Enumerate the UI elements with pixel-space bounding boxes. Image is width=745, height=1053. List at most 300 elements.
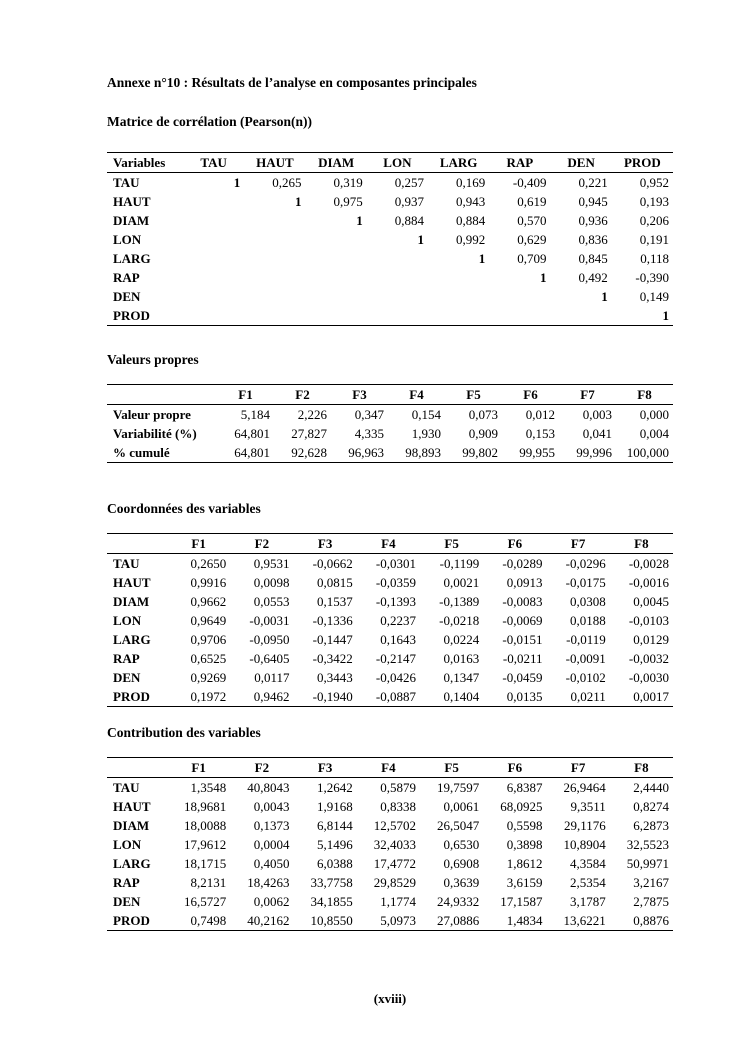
table-cell: -0,0296	[565, 556, 606, 571]
table-cell: 40,2162	[247, 913, 290, 928]
table-cell	[367, 306, 428, 326]
table-cell: 1,3548	[190, 780, 227, 795]
table-cell: 2,4440	[633, 780, 669, 795]
column-header: F1	[167, 534, 230, 554]
table-cell: 0,004	[639, 426, 669, 441]
column-header: F5	[445, 385, 502, 405]
table-row	[107, 592, 673, 611]
table-cell: 0,9462	[253, 689, 290, 704]
column-header: F5	[420, 534, 483, 554]
table-cell: 24,9332	[437, 894, 480, 909]
table-cell: 99,802	[462, 445, 498, 460]
table-cell: 92,628	[291, 445, 327, 460]
column-header: F7	[559, 385, 616, 405]
table-cell: 0,1972	[190, 689, 227, 704]
table-cell: 0,193	[639, 194, 669, 209]
column-header: F8	[610, 534, 673, 554]
table-row	[107, 306, 673, 326]
table-cell: 0,0224	[443, 632, 480, 647]
header-row	[107, 385, 673, 405]
table-cell: 0,191	[639, 232, 669, 247]
table-cell: 13,6221	[563, 913, 606, 928]
table-cell: -0,390	[635, 270, 669, 285]
column-header: DEN	[551, 153, 612, 173]
table-cell: 32,4033	[373, 837, 416, 852]
column-header: F1	[217, 385, 274, 405]
table-cell: 1,8612	[506, 856, 543, 871]
table-cell	[183, 306, 244, 326]
table-cell: 5,0973	[380, 913, 416, 928]
corner-header	[107, 534, 167, 554]
table-cell	[489, 287, 550, 306]
column-header: TAU	[183, 153, 244, 173]
table-cell: 0,619	[517, 194, 547, 209]
table-cell: 8,2131	[190, 875, 227, 890]
table-cell: 98,893	[405, 445, 441, 460]
table-cell: 17,9612	[184, 837, 227, 852]
table-cell: -0,0459	[502, 670, 543, 685]
table-cell: 4,335	[354, 426, 384, 441]
table-cell: 3,6159	[506, 875, 543, 890]
table-cell: 0,000	[639, 407, 669, 422]
table-cell: -0,0102	[565, 670, 606, 685]
column-header: F1	[167, 758, 230, 778]
table-cell: -0,0175	[565, 575, 606, 590]
table-cell: 0,9706	[190, 632, 227, 647]
header-row	[107, 534, 673, 554]
column-header: F6	[502, 385, 559, 405]
row-label: PROD	[113, 689, 150, 704]
table-cell: -0,2147	[375, 651, 416, 666]
table-cell: -0,1393	[375, 594, 416, 609]
table-cell: 0,7498	[190, 913, 227, 928]
table-cell: -0,1389	[439, 594, 480, 609]
table-cell: 0,9531	[253, 556, 290, 571]
row-label: RAP	[113, 651, 140, 666]
table-cell	[244, 211, 305, 230]
table-cell: 27,0886	[437, 913, 480, 928]
table-cell: 2,7875	[633, 894, 669, 909]
table-cell: 6,8144	[317, 818, 353, 833]
table-cell: 34,1855	[310, 894, 353, 909]
table-cell: 0,0211	[570, 689, 606, 704]
table-cell: 29,1176	[563, 818, 606, 833]
table-cell: -0,1940	[312, 689, 353, 704]
table-cell: 26,9464	[563, 780, 606, 795]
row-label: DEN	[113, 670, 141, 685]
table-cell: -0,409	[512, 175, 547, 190]
table-cell: 0,5879	[380, 780, 416, 795]
table-cell: 0,0553	[253, 594, 290, 609]
table-row	[107, 630, 673, 649]
table-cell	[183, 230, 244, 249]
table-cell: 0,0913	[506, 575, 543, 590]
table-cell: 5,1496	[317, 837, 353, 852]
table-cell: 0,4050	[253, 856, 290, 871]
table-cell: 0,936	[578, 213, 608, 228]
eigenvalues-heading: Valeurs propres	[107, 352, 199, 367]
table-cell: 0,1537	[317, 594, 353, 609]
table-cell: 18,4263	[247, 875, 290, 890]
table-cell: 0,884	[456, 213, 486, 228]
table-cell: 17,1587	[500, 894, 543, 909]
table-cell: 0,6908	[443, 856, 480, 871]
table-cell: 96,963	[348, 445, 384, 460]
table-cell: 1,2642	[317, 780, 353, 795]
column-header: F8	[616, 385, 673, 405]
table-cell: -0,0301	[375, 556, 416, 571]
table-cell: -0,1199	[439, 556, 480, 571]
table-cell: 0,1404	[443, 689, 480, 704]
table-row	[107, 573, 673, 592]
table-cell: 0,149	[639, 289, 669, 304]
table-cell: 33,7758	[310, 875, 353, 890]
table-cell: 0,9916	[190, 575, 227, 590]
coordinates-table	[107, 533, 673, 707]
table-cell: 1	[540, 270, 547, 285]
table-cell: 6,2873	[633, 818, 669, 833]
table-cell: 0,0045	[633, 594, 669, 609]
row-label: Valeur propre	[113, 407, 191, 422]
table-cell: 0,319	[333, 175, 363, 190]
column-header: F4	[357, 758, 420, 778]
table-row	[107, 816, 673, 835]
row-label: DIAM	[113, 213, 150, 228]
column-header: F7	[547, 758, 610, 778]
table-cell: 1	[601, 289, 608, 304]
table-cell: 1	[662, 308, 669, 323]
column-header: HAUT	[244, 153, 305, 173]
table-cell: -0,0083	[502, 594, 543, 609]
column-header: F5	[420, 758, 483, 778]
table-cell	[306, 268, 367, 287]
table-cell: 0,0017	[633, 689, 669, 704]
table-cell: 0,937	[394, 194, 424, 209]
table-cell: 10,8550	[310, 913, 353, 928]
table-cell: 12,5702	[373, 818, 416, 833]
table-cell: 0,6525	[190, 651, 227, 666]
corner-header	[107, 758, 167, 778]
table-cell: 0,153	[525, 426, 555, 441]
column-header: F2	[230, 758, 293, 778]
table-cell	[306, 287, 367, 306]
table-cell: 1	[356, 213, 363, 228]
table-cell	[183, 268, 244, 287]
column-header: F4	[357, 534, 420, 554]
table-cell	[244, 249, 305, 268]
column-header: F6	[483, 534, 546, 554]
header-row	[107, 153, 673, 173]
table-cell: 40,8043	[247, 780, 290, 795]
table-cell: 0,1373	[253, 818, 290, 833]
table-cell: 0,1643	[380, 632, 416, 647]
row-label: RAP	[113, 270, 140, 285]
row-label: Variabilité (%)	[113, 426, 197, 441]
row-label: LON	[113, 232, 142, 247]
table-cell: -0,6405	[249, 651, 290, 666]
table-cell: 18,1715	[184, 856, 227, 871]
table-cell: 32,5523	[626, 837, 669, 852]
column-header: RAP	[489, 153, 550, 173]
table-cell: 0,3443	[317, 670, 353, 685]
table-cell: -0,0211	[502, 651, 543, 666]
table-cell	[306, 230, 367, 249]
correlation-heading: Matrice de corrélation (Pearson(n))	[107, 114, 313, 129]
column-header: F2	[230, 534, 293, 554]
annex-title: Annexe n°10 : Résultats de l’analyse en composantes principales	[107, 75, 477, 90]
column-header: F7	[547, 534, 610, 554]
table-cell	[183, 287, 244, 306]
table-cell	[367, 268, 428, 287]
table-cell: 0,118	[640, 251, 669, 266]
table-cell: 0,845	[578, 251, 608, 266]
table-cell: -0,0662	[312, 556, 353, 571]
table-cell: 0,975	[333, 194, 363, 209]
column-header: LON	[367, 153, 428, 173]
table-cell: 0,0062	[253, 894, 290, 909]
table-cell: 0,0117	[254, 670, 290, 685]
table-row	[107, 211, 673, 230]
table-cell	[244, 287, 305, 306]
table-cell: -0,0950	[249, 632, 290, 647]
table-cell	[367, 287, 428, 306]
table-cell: -0,0289	[502, 556, 543, 571]
table-cell: -0,0151	[502, 632, 543, 647]
table-cell: 16,5727	[184, 894, 227, 909]
table-cell: 68,0925	[500, 799, 543, 814]
table-cell	[428, 268, 489, 287]
table-cell: 0,154	[411, 407, 441, 422]
table-cell: 0,943	[456, 194, 486, 209]
row-label: % cumulé	[113, 445, 170, 460]
table-cell: -0,0028	[628, 556, 669, 571]
correlation-matrix-table	[107, 152, 673, 326]
table-cell: 0,8338	[380, 799, 416, 814]
table-cell: 0,0021	[443, 575, 480, 590]
contribution-heading: Contribution des variables	[107, 725, 261, 740]
table-cell: 0,206	[639, 213, 669, 228]
corner-header: Variables	[107, 153, 183, 173]
corner-header	[107, 385, 217, 405]
table-cell: 5,184	[240, 407, 270, 422]
table-cell: -0,1336	[312, 613, 353, 628]
table-cell: 3,1787	[570, 894, 606, 909]
table-cell: 0,5598	[506, 818, 543, 833]
row-label: TAU	[113, 556, 140, 571]
table-cell: 0,836	[578, 232, 608, 247]
table-cell: -0,0069	[502, 613, 543, 628]
table-cell: 18,0088	[184, 818, 227, 833]
table-cell: 18,9681	[184, 799, 227, 814]
table-cell: 0,3639	[443, 875, 480, 890]
column-header: F3	[294, 758, 357, 778]
table-cell: -0,0426	[375, 670, 416, 685]
row-label: RAP	[113, 875, 140, 890]
header-row	[107, 758, 673, 778]
page-number: (xviii)	[373, 991, 407, 1006]
table-cell: 0,0188	[570, 613, 606, 628]
table-cell: 50,9971	[626, 856, 669, 871]
table-cell: 1	[233, 175, 241, 190]
column-header: F3	[331, 385, 388, 405]
table-cell: 0,0308	[570, 594, 606, 609]
table-cell: -0,0119	[566, 632, 606, 647]
table-cell: -0,0359	[375, 575, 416, 590]
row-label: HAUT	[113, 575, 151, 590]
table-row	[107, 854, 673, 873]
row-label: HAUT	[113, 194, 151, 209]
table-row	[107, 873, 673, 892]
table-row	[107, 443, 673, 463]
row-label: TAU	[113, 780, 140, 795]
table-cell: 1	[417, 232, 424, 247]
table-cell: 1,930	[411, 426, 441, 441]
table-cell: 0,169	[456, 175, 486, 190]
table-cell	[428, 306, 489, 326]
table-cell: -0,0032	[628, 651, 669, 666]
table-cell: 0,9662	[190, 594, 227, 609]
table-cell: 3,2167	[633, 875, 669, 890]
table-cell: 0,0004	[253, 837, 290, 852]
table-cell: 0,221	[578, 175, 608, 190]
table-cell: 0,629	[517, 232, 547, 247]
row-label: PROD	[113, 913, 150, 928]
table-cell: 0,492	[578, 270, 608, 285]
table-cell: 0,8274	[633, 799, 669, 814]
table-cell: 1	[478, 251, 486, 266]
column-header: F2	[274, 385, 331, 405]
table-cell	[244, 268, 305, 287]
table-cell	[183, 192, 244, 211]
table-cell: 6,0388	[317, 856, 353, 871]
eigenvalues-table	[107, 384, 673, 463]
row-label: TAU	[113, 175, 140, 190]
row-label: LARG	[113, 632, 151, 647]
table-cell: -0,3422	[312, 651, 353, 666]
table-cell	[367, 249, 428, 268]
table-cell	[183, 249, 244, 268]
row-label: DIAM	[113, 818, 150, 833]
table-cell: 0,257	[394, 175, 424, 190]
table-cell: 27,827	[291, 426, 327, 441]
table-cell	[428, 287, 489, 306]
table-cell: 0,945	[578, 194, 608, 209]
table-cell: 2,226	[297, 407, 327, 422]
table-row	[107, 611, 673, 630]
table-cell	[489, 306, 550, 326]
table-cell: 0,0098	[253, 575, 290, 590]
table-cell: 9,3511	[570, 799, 606, 814]
table-cell: 0,6530	[443, 837, 480, 852]
table-row	[107, 911, 673, 931]
table-cell: 29,8529	[373, 875, 416, 890]
table-cell: 0,709	[517, 251, 547, 266]
table-row	[107, 554, 673, 574]
table-row	[107, 668, 673, 687]
table-cell: 4,3584	[570, 856, 606, 871]
table-cell: 0,992	[456, 232, 486, 247]
row-label: LON	[113, 837, 142, 852]
table-cell: 0,0061	[443, 799, 480, 814]
table-cell: 0,2650	[190, 556, 227, 571]
row-label: LARG	[113, 251, 151, 266]
row-label: PROD	[113, 308, 150, 323]
table-cell: 0,884	[394, 213, 424, 228]
table-cell	[306, 306, 367, 326]
table-cell	[306, 249, 367, 268]
table-cell: 0,0135	[506, 689, 543, 704]
table-cell: 1,9168	[317, 799, 353, 814]
column-header: F8	[610, 758, 673, 778]
table-cell: 2,5354	[570, 875, 606, 890]
table-cell: 0,0163	[443, 651, 480, 666]
table-cell: 0,041	[582, 426, 612, 441]
column-header: F3	[294, 534, 357, 554]
row-label: DEN	[113, 894, 141, 909]
table-cell: 99,955	[519, 445, 555, 460]
column-header: DIAM	[306, 153, 367, 173]
table-row	[107, 687, 673, 707]
table-cell: 0,909	[468, 426, 498, 441]
table-cell: -0,0091	[565, 651, 606, 666]
table-row	[107, 778, 673, 798]
table-cell: -0,0016	[628, 575, 669, 590]
table-cell: 0,1347	[443, 670, 480, 685]
row-label: HAUT	[113, 799, 151, 814]
coordinates-heading: Coordonnées des variables	[107, 501, 261, 516]
contribution-table	[107, 757, 673, 931]
table-cell: -0,1447	[312, 632, 353, 647]
table-cell: 0,8876	[633, 913, 669, 928]
table-row	[107, 287, 673, 306]
row-label: LON	[113, 613, 142, 628]
column-header: PROD	[612, 153, 673, 173]
table-cell: 1,4834	[506, 913, 543, 928]
column-header: F6	[483, 758, 546, 778]
table-cell: 1,1774	[380, 894, 416, 909]
table-cell: 10,8904	[563, 837, 606, 852]
table-cell: 0,347	[354, 407, 384, 422]
table-cell: 0,570	[517, 213, 547, 228]
table-cell: -0,0030	[628, 670, 669, 685]
table-cell: 0,003	[582, 407, 612, 422]
row-label: LARG	[113, 856, 151, 871]
table-row	[107, 249, 673, 268]
table-cell: 0,0043	[253, 799, 290, 814]
table-cell	[183, 211, 244, 230]
table-cell: 6,8387	[506, 780, 543, 795]
table-cell: 0,3898	[506, 837, 543, 852]
table-cell: 0,9269	[190, 670, 227, 685]
table-cell: 0,265	[272, 175, 302, 190]
table-row	[107, 424, 673, 443]
table-cell: 17,4772	[373, 856, 416, 871]
table-cell: 26,5047	[437, 818, 480, 833]
table-row	[107, 835, 673, 854]
table-cell: -0,0103	[628, 613, 669, 628]
table-cell: 0,2237	[380, 613, 416, 628]
table-cell: 19,7597	[437, 780, 480, 795]
table-cell: -0,0218	[439, 613, 480, 628]
table-cell: 0,9649	[190, 613, 227, 628]
table-row	[107, 192, 673, 211]
table-cell	[244, 306, 305, 326]
table-row	[107, 892, 673, 911]
table-row	[107, 173, 673, 193]
row-label: DIAM	[113, 594, 150, 609]
table-cell: 99,996	[576, 445, 612, 460]
table-cell: -0,0887	[375, 689, 416, 704]
